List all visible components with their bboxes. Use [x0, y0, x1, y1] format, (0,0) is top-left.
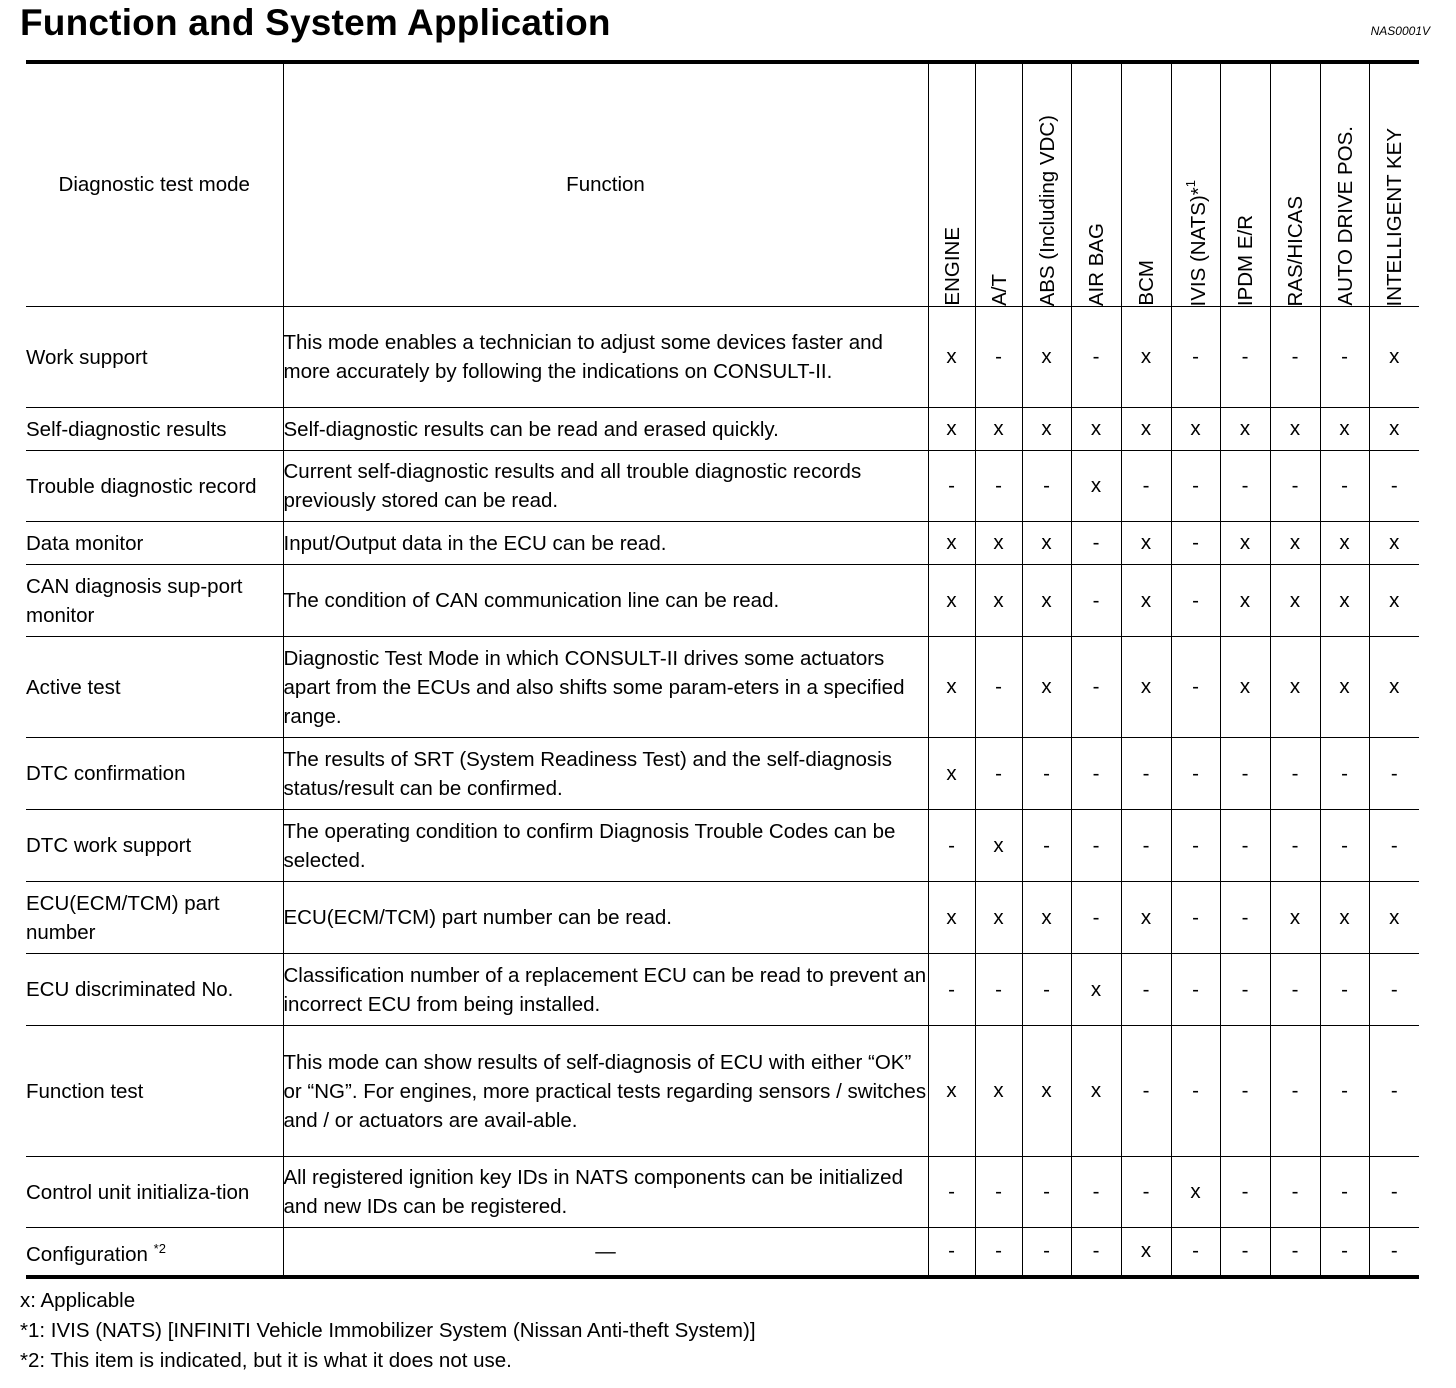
row-mark-cell: x — [1121, 1228, 1171, 1277]
row-mark-cell: - — [1220, 1026, 1270, 1157]
row-function-cell: Current self-diagnostic results and all trouble diagnostic records previously stored can be read. — [283, 451, 928, 522]
row-mark-cell: x — [1022, 408, 1071, 451]
row-mark-cell: - — [1171, 738, 1220, 810]
row-mode-cell — [26, 1157, 283, 1228]
row-mode-label: Trouble diagnostic record — [26, 474, 257, 498]
table-body — [26, 307, 1419, 1277]
row-mark-cell: - — [975, 307, 1022, 408]
row-mode-cell — [26, 408, 283, 451]
table-row — [26, 954, 1419, 1026]
row-mark-cell: x — [1022, 307, 1071, 408]
document-code: NAS0001V — [1370, 24, 1430, 38]
row-mode-label: DTC work support — [26, 834, 192, 857]
row-mark-cell: - — [1270, 307, 1320, 408]
row-mode-cell — [26, 451, 283, 522]
row-mark-cell: - — [1022, 738, 1071, 810]
row-mark-cell: - — [928, 810, 975, 882]
row-function-cell: The operating condition to confirm Diagnosis Trouble Codes can be selected. — [283, 810, 928, 882]
header-auto-drive-pos-label: AUTO DRIVE POS. — [1333, 126, 1357, 306]
row-mark-cell: - — [1171, 451, 1220, 522]
row-mark-cell: x — [975, 565, 1022, 637]
row-mark-cell: x — [1369, 307, 1419, 408]
row-mark-cell: - — [1121, 954, 1171, 1026]
row-mark-cell: - — [1270, 451, 1320, 522]
row-mark-cell: x — [1121, 307, 1171, 408]
row-mode-cell — [26, 565, 283, 637]
row-mode-cell — [26, 738, 283, 810]
row-mark-cell: - — [1121, 1026, 1171, 1157]
row-mode-cell — [26, 882, 283, 954]
row-mark-cell: - — [1369, 1026, 1419, 1157]
row-mark-cell: - — [928, 1228, 975, 1277]
row-mark-cell: x — [1369, 408, 1419, 451]
header-at-label: A/T — [987, 274, 1011, 306]
row-mark-cell: - — [1022, 954, 1071, 1026]
row-mark-cell: - — [1320, 307, 1369, 408]
function-system-table — [26, 60, 1419, 1279]
row-mode-label: CAN diagnosis sup-port monitor — [26, 574, 243, 627]
row-mark-cell: x — [1270, 408, 1320, 451]
row-mark-cell: - — [1270, 810, 1320, 882]
row-mark-cell: - — [975, 1228, 1022, 1277]
row-function-cell: The results of SRT (System Readiness Test) and the self-diagnosis status/result can be confirmed. — [283, 738, 928, 810]
row-mark-cell: x — [928, 307, 975, 408]
row-mark-cell: - — [1171, 810, 1220, 882]
row-mark-cell: x — [1022, 882, 1071, 954]
row-mark-cell: x — [1071, 451, 1121, 522]
row-mark-cell: x — [1121, 522, 1171, 565]
row-mark-cell: - — [1220, 451, 1270, 522]
row-mark-cell: x — [928, 565, 975, 637]
row-mark-cell: - — [1071, 1157, 1121, 1228]
row-mode-label: Active test — [26, 675, 121, 699]
row-mode-label: Configuration — [26, 1242, 154, 1266]
header-ivis-label — [1181, 160, 1211, 306]
row-mark-cell: - — [1022, 1228, 1071, 1277]
row-mark-cell: - — [1320, 738, 1369, 810]
row-mark-cell: x — [928, 1026, 975, 1157]
row-mode-cell — [26, 307, 283, 408]
header-air-bag-label: AIR BAG — [1085, 222, 1108, 306]
row-function-cell: This mode can show results of self-diagnosis of ECU with either “OK” or “NG”. For engines, more practical tests regarding sensors / switches and / or actuators are avail-able. — [283, 1026, 928, 1157]
table-row — [26, 408, 1419, 451]
header-ivis — [1171, 62, 1220, 307]
row-function-cell: — — [283, 1228, 928, 1277]
row-mark-cell: - — [1320, 810, 1369, 882]
table-row — [26, 882, 1419, 954]
row-mode-cell — [26, 1026, 283, 1157]
row-mark-cell: - — [1171, 954, 1220, 1026]
row-function-cell: Diagnostic Test Mode in which CONSULT-II drives some actuators apart from the ECUs and also shifts some param-eters in a specified range. — [283, 637, 928, 738]
row-mark-cell: - — [1171, 307, 1220, 408]
table-row — [26, 1026, 1419, 1157]
header-ras-hicas-label: RAS/HICAS — [1284, 195, 1307, 306]
row-mark-cell: x — [1369, 522, 1419, 565]
row-mark-cell: - — [1121, 738, 1171, 810]
row-mark-cell: x — [1121, 408, 1171, 451]
row-function-cell: All registered ignition key IDs in NATS components can be initialized and new IDs can be registered. — [283, 1157, 928, 1228]
table-row — [26, 307, 1419, 408]
row-mark-cell: x — [1320, 408, 1369, 451]
row-mark-cell: - — [1320, 1026, 1369, 1157]
row-mark-cell: x — [1071, 1026, 1121, 1157]
row-mark-cell: - — [1369, 1228, 1419, 1277]
header-at — [975, 62, 1022, 307]
row-mode-cell — [26, 522, 283, 565]
header-function: Function — [283, 62, 928, 307]
row-mark-cell: - — [1270, 738, 1320, 810]
row-mark-cell: - — [1022, 1157, 1071, 1228]
row-mark-cell: - — [1171, 637, 1220, 738]
header-intelligent-key — [1369, 62, 1419, 307]
row-mark-cell: - — [1270, 1157, 1320, 1228]
row-mark-cell: - — [1071, 522, 1121, 565]
row-mark-cell: x — [975, 1026, 1022, 1157]
row-mark-cell: x — [1022, 565, 1071, 637]
row-function-cell: Classification number of a replacement ECU can be read to prevent an incorrect ECU from being installed. — [283, 954, 928, 1026]
row-mark-cell: - — [1022, 810, 1071, 882]
row-mark-cell: x — [1369, 637, 1419, 738]
row-mark-cell: x — [928, 738, 975, 810]
row-mark-cell: x — [1171, 1157, 1220, 1228]
row-mark-cell: - — [1071, 1228, 1121, 1277]
footnotes — [20, 1286, 756, 1376]
row-mark-cell: x — [1369, 565, 1419, 637]
row-mark-cell: - — [975, 954, 1022, 1026]
row-mark-cell: x — [928, 882, 975, 954]
row-mark-cell: - — [1220, 882, 1270, 954]
row-mode-cell — [26, 810, 283, 882]
row-mark-cell: - — [1171, 882, 1220, 954]
table-row — [26, 1228, 1419, 1277]
table-row — [26, 1157, 1419, 1228]
header-diagnostic-test-mode: Diagnostic test mode — [26, 62, 283, 307]
table-row — [26, 565, 1419, 637]
note-2: *2: This item is indicated, but it is what it does not use. — [20, 1349, 512, 1372]
row-mark-cell: - — [928, 954, 975, 1026]
row-mark-cell: - — [975, 451, 1022, 522]
table-row — [26, 810, 1419, 882]
header-abs — [1022, 62, 1071, 307]
header-auto-drive-pos — [1320, 62, 1369, 307]
header-ipdm-label: IPDM E/R — [1234, 214, 1257, 306]
row-mark-cell: - — [1220, 1157, 1270, 1228]
row-mark-cell: x — [1220, 408, 1270, 451]
row-mark-cell: - — [1171, 1026, 1220, 1157]
row-mark-cell: - — [1121, 810, 1171, 882]
note-1: *1: IVIS (NATS) [INFINITI Vehicle Immobilizer System (Nissan Anti-theft System)] — [20, 1319, 756, 1342]
row-mode-label: Control unit initializa-tion — [26, 1180, 250, 1204]
row-mark-cell: x — [1121, 637, 1171, 738]
row-function-cell: ECU(ECM/TCM) part number can be read. — [283, 882, 928, 954]
row-mark-cell: x — [1071, 954, 1121, 1026]
row-mode-footnote: *2 — [153, 1240, 166, 1256]
row-mark-cell: x — [1369, 882, 1419, 954]
row-mark-cell: - — [1369, 1157, 1419, 1228]
row-mode-cell — [26, 1228, 283, 1277]
row-mark-cell: x — [1270, 637, 1320, 738]
row-function-cell: The condition of CAN communication line can be read. — [283, 565, 928, 637]
table-row — [26, 451, 1419, 522]
row-mark-cell: x — [1220, 522, 1270, 565]
row-mark-cell: x — [1220, 565, 1270, 637]
row-mark-cell: - — [1071, 738, 1121, 810]
header-engine-label: ENGINE — [940, 227, 964, 306]
row-mark-cell: - — [1071, 637, 1121, 738]
row-mark-cell: x — [928, 637, 975, 738]
row-mark-cell: x — [1121, 882, 1171, 954]
row-mark-cell: x — [1320, 565, 1369, 637]
row-mark-cell: - — [1121, 1157, 1171, 1228]
header-ipdm — [1220, 62, 1270, 307]
row-mark-cell: x — [975, 408, 1022, 451]
row-mark-cell: x — [928, 522, 975, 565]
row-mark-cell: x — [1320, 522, 1369, 565]
row-mark-cell: - — [1320, 451, 1369, 522]
row-mark-cell: - — [1220, 810, 1270, 882]
header-bcm — [1121, 62, 1171, 307]
row-mark-cell: - — [1171, 1228, 1220, 1277]
row-mode-label: ECU discriminated No. — [26, 978, 234, 1001]
row-mark-cell: - — [1171, 565, 1220, 637]
row-mark-cell: - — [1220, 738, 1270, 810]
row-mark-cell: x — [1022, 637, 1071, 738]
row-mark-cell: - — [1270, 954, 1320, 1026]
row-mode-label: ECU(ECM/TCM) part number — [26, 891, 220, 944]
row-mark-cell: x — [1071, 408, 1121, 451]
row-mode-label: DTC confirmation — [26, 762, 186, 785]
row-mark-cell: x — [1121, 565, 1171, 637]
table-header-row — [26, 62, 1419, 307]
row-function-cell: This mode enables a technician to adjust some devices faster and more accurately by following the indications on CONSULT-II. — [283, 307, 928, 408]
row-mark-cell: - — [1220, 307, 1270, 408]
row-mark-cell: - — [1071, 565, 1121, 637]
row-mark-cell: - — [928, 451, 975, 522]
row-mark-cell: - — [1022, 451, 1071, 522]
table-row — [26, 637, 1419, 738]
row-mark-cell: x — [1270, 522, 1320, 565]
row-mode-label: Work support — [26, 345, 148, 369]
row-mark-cell: - — [1071, 307, 1121, 408]
header-engine — [928, 62, 975, 307]
row-mark-cell: - — [975, 637, 1022, 738]
row-mode-label: Data monitor — [26, 531, 144, 555]
row-mode-label: Self-diagnostic results — [26, 417, 227, 441]
row-mark-cell: - — [1369, 810, 1419, 882]
row-mode-cell — [26, 637, 283, 738]
row-mark-cell: - — [975, 1157, 1022, 1228]
row-mark-cell: - — [1071, 810, 1121, 882]
row-mark-cell: - — [1071, 882, 1121, 954]
row-mark-cell: x — [928, 408, 975, 451]
row-mark-cell: x — [1270, 882, 1320, 954]
row-mark-cell: x — [1270, 565, 1320, 637]
row-mode-label: Function test — [26, 1079, 144, 1103]
row-mark-cell: - — [1220, 954, 1270, 1026]
header-bcm-label: BCM — [1135, 260, 1158, 306]
header-ras-hicas — [1270, 62, 1320, 307]
row-mark-cell: x — [1022, 1026, 1071, 1157]
row-mark-cell: - — [1220, 1228, 1270, 1277]
row-mark-cell: - — [1369, 451, 1419, 522]
row-mark-cell: x — [1022, 522, 1071, 565]
row-mark-cell: - — [928, 1157, 975, 1228]
header-intelligent-key-label: INTELLIGENT KEY — [1383, 127, 1407, 306]
row-mark-cell: x — [1220, 637, 1270, 738]
header-air-bag — [1071, 62, 1121, 307]
row-mark-cell: - — [1171, 522, 1220, 565]
row-mark-cell: x — [1171, 408, 1220, 451]
row-mark-cell: x — [1320, 882, 1369, 954]
page-title: Function and System Application — [20, 2, 611, 43]
row-function-cell: Input/Output data in the ECU can be read. — [283, 522, 928, 565]
row-mark-cell: - — [1270, 1228, 1320, 1277]
header-ivis-text: IVIS (NATS)* — [1186, 186, 1210, 306]
header-ivis-sup: 1 — [1182, 179, 1198, 187]
row-mark-cell: - — [1320, 1228, 1369, 1277]
row-mark-cell: - — [1369, 954, 1419, 1026]
row-mark-cell: - — [975, 738, 1022, 810]
row-mark-cell: x — [975, 522, 1022, 565]
table-row — [26, 522, 1419, 565]
table-row — [26, 738, 1419, 810]
row-mark-cell: - — [1369, 738, 1419, 810]
row-mark-cell: x — [1320, 637, 1369, 738]
note-applicable: x: Applicable — [20, 1289, 136, 1312]
row-function-cell: Self-diagnostic results can be read and erased quickly. — [283, 408, 928, 451]
row-mark-cell: - — [1270, 1026, 1320, 1157]
row-mark-cell: x — [975, 810, 1022, 882]
row-mark-cell: - — [1320, 954, 1369, 1026]
row-mark-cell: - — [1121, 451, 1171, 522]
row-mark-cell: x — [975, 882, 1022, 954]
row-mode-cell — [26, 954, 283, 1026]
header-abs-label: ABS (Including VDC) — [1035, 114, 1059, 306]
row-mark-cell: - — [1320, 1157, 1369, 1228]
